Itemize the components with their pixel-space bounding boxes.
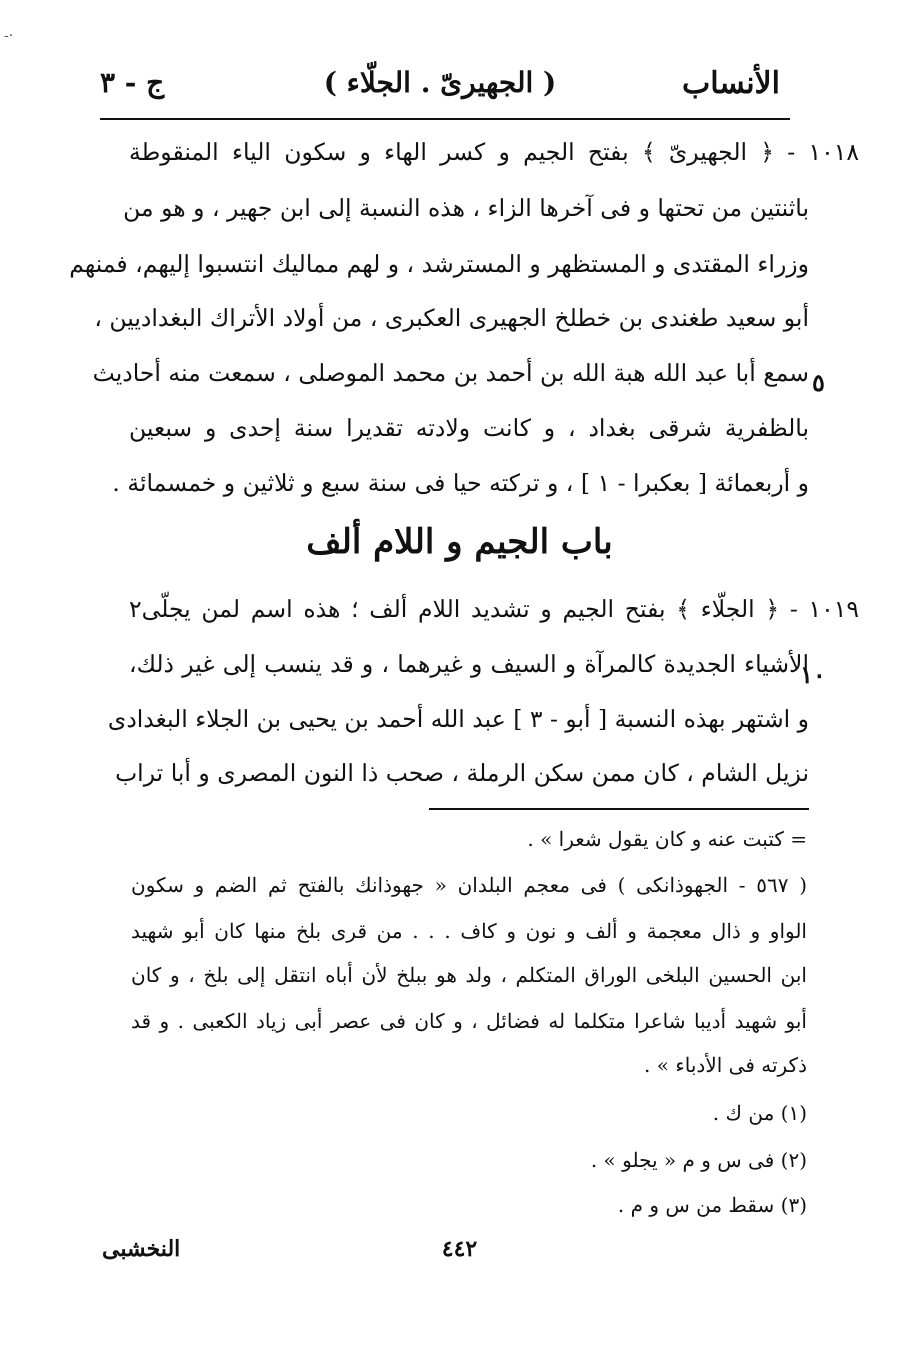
text-line: و أربعمائة [ بعكبرا - ١ ] ، و تركته حيا فى سنة سبع و ثلاثين و خمسمائة .	[112, 469, 809, 497]
header-rule	[100, 118, 790, 120]
footnote-rule	[429, 808, 809, 810]
footnote-note: (١) من ك .	[712, 1101, 807, 1125]
margin-line-number: ١٠	[800, 660, 826, 689]
footnote-line: = كتبت عنه و كان يقول شعرا » .	[527, 827, 807, 851]
footnote-line: ابن الحسين البلخى الوراق المتكلم ، ولد هو ببلخ لأن أباه انتقل إلى بلخ ، و كان	[131, 963, 807, 987]
footnote-line: أبو شهيد أديبا شاعرا متكلما له فضائل ، و كان فى عصر أبى زياد الكعبى . و قد	[131, 1009, 807, 1033]
text-line: ١٠١٨ - ﴿ الجهيرىّ ﴾ بفتح الجيم و كسر الهاء و سكون الياء المنقوطة	[129, 138, 859, 166]
footnote-line: ( ٥٦٧ - الجهوذانكى ) فى معجم البلدان « جهوذانك بالفتح ثم الضم و سكون	[131, 873, 807, 897]
page-title: ( الجهيرىّ . الجلّاء )	[323, 66, 557, 99]
text-line: نزيل الشام ، كان ممن سكن الرملة ، صحب ذا النون المصرى و أبا تراب	[115, 759, 809, 787]
text-line: وزراء المقتدى و المستظهر و المسترشد ، و لهم مماليك انتسبوا إليهم، فمنهم	[69, 250, 809, 278]
footnote-line: ذكرته فى الأدباء » .	[644, 1053, 807, 1077]
text-line: الأشياء الجديدة كالمرآة و السيف و غيرهما ، و قد ينسب إلى غير ذلك،	[129, 650, 809, 678]
footer-label: النخشبى	[102, 1236, 181, 1262]
volume-label: ج - ٣	[100, 66, 165, 99]
scan-mark: ·-	[4, 28, 14, 44]
section-heading: باب الجيم و اللام ألف	[306, 522, 613, 562]
text-line: ١٠١٩ - ﴿ الجلّاء ﴾ بفتح الجيم و تشديد اللام ألف ؛ هذه اسم لمن يجلّى٢	[129, 595, 859, 623]
book-title: الأنساب	[682, 66, 780, 101]
text-line: بالظفرية شرقى بغداد ، و كانت ولادته تقديرا سنة إحدى و سبعين	[129, 414, 809, 442]
text-line: و اشتهر بهذه النسبة [ أبو - ٣ ] عبد الله أحمد بن يحيى بن الجلاء البغدادى	[107, 705, 809, 733]
footnote-note: (٣) سقط من س و م .	[617, 1193, 807, 1217]
footnote-note: (٢) فى س و م « يجلو » .	[590, 1148, 807, 1172]
text-line: باثنتين من تحتها و فى آخرها الزاء ، هذه النسبة إلى ابن جهير ، و هو من	[123, 194, 809, 222]
page-number: ٤٤٢	[441, 1236, 478, 1262]
footnote-line: الواو و ذال معجمة و ألف و نون و كاف . . . من قرى بلخ منها كان أبو شهيد	[131, 919, 807, 943]
text-line: أبو سعيد طغندى بن خطلخ الجهيرى العكبرى ، من أولاد الأتراك البغداديين ،	[94, 304, 809, 332]
margin-line-number: ٥	[812, 368, 825, 397]
running-header	[100, 62, 780, 110]
text-line: سمع أبا عبد الله هبة الله بن أحمد بن محمد الموصلى ، سمعت منه أحاديث	[92, 359, 809, 387]
